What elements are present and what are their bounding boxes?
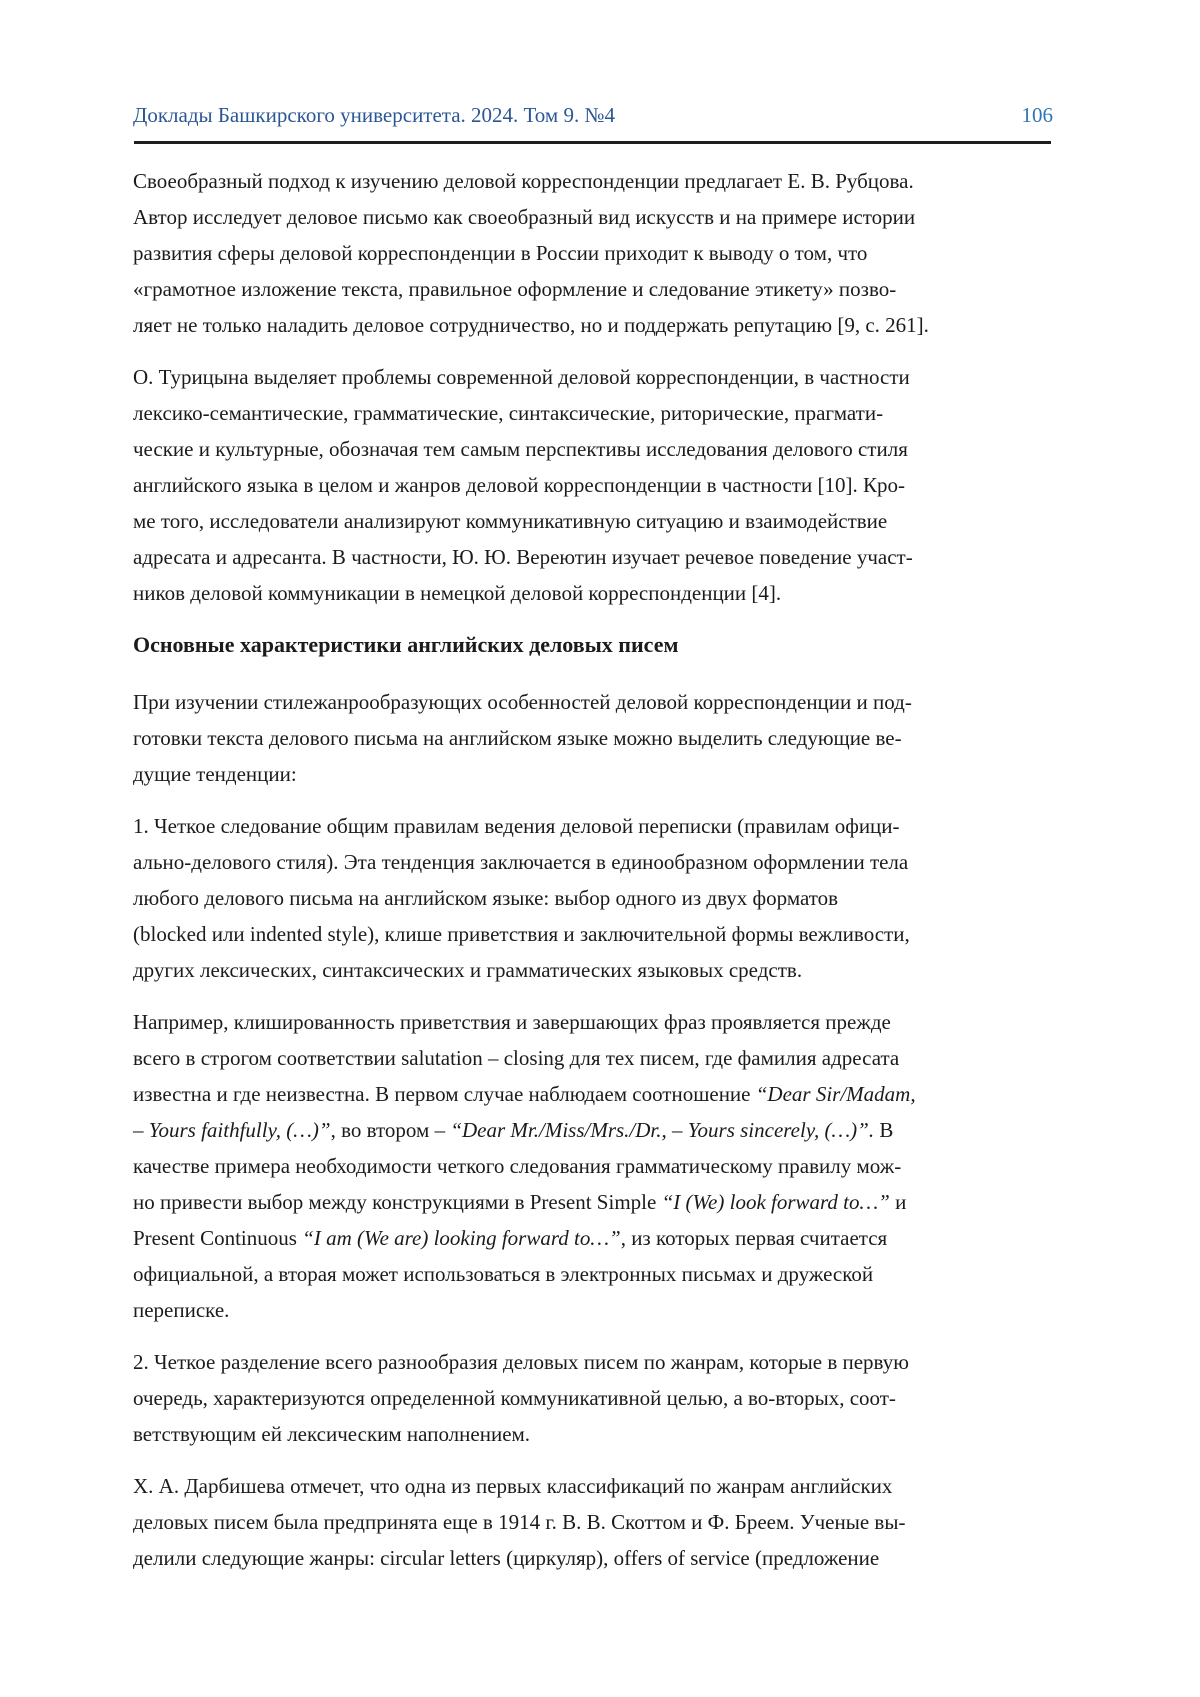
- text-run: , во втором –: [330, 1118, 451, 1142]
- text-run: качестве примера необходимости четкого следования грамматическому правилу мож-: [133, 1154, 902, 1178]
- text-line: [133, 1256, 1061, 1292]
- text-line: [133, 1416, 1061, 1452]
- page-header: [133, 102, 1053, 128]
- text-line: [133, 684, 1061, 720]
- text-run: дущие тенденции:: [133, 762, 297, 786]
- text-run: готовки текста делового письма на английском языке можно выделить следующие ве-: [133, 726, 902, 750]
- paragraph: [133, 1344, 1061, 1452]
- text-line: [133, 808, 1061, 844]
- text-run: деловых писем была предпринята еще в 1914 г. В. В. Скоттом и Ф. Бреем. Ученые вы-: [133, 1510, 906, 1534]
- text-run: 2. Четкое разделение всего разнообразия деловых писем по жанрам, которые в первую: [133, 1350, 909, 1374]
- text-run: «грамотное изложение текста, правильное оформление и следование этикету» позво-: [133, 277, 897, 301]
- text-line: [133, 1504, 1061, 1540]
- text-line: [133, 307, 1061, 343]
- text-run: ветствующим ей лексическим наполнением.: [133, 1422, 531, 1446]
- text-run: развития сферы деловой корреспонденции в России приходит к выводу о том, что: [133, 241, 868, 265]
- paragraph: [133, 1004, 1061, 1328]
- text-run: “I (We) look forward to…”: [661, 1190, 890, 1214]
- text-run: ческие и культурные, обозначая тем самым перспективы исследования делового стиля: [133, 437, 908, 461]
- text-line: [133, 1148, 1061, 1184]
- text-line: [133, 235, 1061, 271]
- text-run: ников деловой коммуникации в немецкой деловой корреспонденции [4].: [133, 581, 782, 605]
- text-line: [133, 539, 1061, 575]
- text-line: [133, 1040, 1061, 1076]
- text-line: [133, 844, 1061, 880]
- text-run: любого делового письма на английском языке: выбор одного из двух форматов: [133, 886, 839, 910]
- text-run: но привести выбор между конструкциями в Present Simple: [133, 1190, 662, 1214]
- text-run: Своеобразный подход к изучению деловой корреспонденции предлагает Е. В. Рубцова.: [133, 169, 914, 193]
- text-run: Х. А. Дарбишева отмечет, что одна из первых классификаций по жанрам английских: [133, 1474, 893, 1498]
- text-run: “Dear Mr./Miss/Mrs./Dr., – Yours sincerely, (…)”.: [450, 1118, 875, 1142]
- text-run: 1. Четкое следование общим правилам ведения деловой переписки (правилам офици-: [133, 814, 900, 838]
- page-number: 106: [1021, 103, 1053, 127]
- text-line: [133, 395, 1061, 431]
- text-run: ляет не только наладить деловое сотрудничество, но и поддержать репутацию [9, с. 261].: [133, 313, 929, 337]
- paragraph: [133, 684, 1061, 792]
- text-line: [133, 1344, 1061, 1380]
- text-line: [133, 720, 1061, 756]
- text-line: [133, 199, 1061, 235]
- text-run: английского языка в целом и жанров деловой корреспонденции в частности [10]. Кро-: [133, 473, 905, 497]
- text-run: адресата и адресанта. В частности, Ю. Ю. Вереютин изучает речевое поведение участ-: [133, 545, 913, 569]
- text-line: [133, 503, 1061, 539]
- journal-title: Доклады Башкирского университета. 2024. Том 9. №4: [133, 103, 615, 127]
- text-run: других лексических, синтаксических и грамматических языковых средств.: [133, 958, 803, 982]
- text-line: [133, 880, 1061, 916]
- text-run: ально-делового стиля). Эта тенденция заключается в единообразном оформлении тела: [133, 850, 909, 874]
- text-line: [133, 952, 1061, 988]
- text-run: “Dear Sir/Madam,: [755, 1082, 916, 1106]
- text-line: [133, 1220, 1061, 1256]
- paragraph: [133, 359, 1061, 611]
- text-run: делили следующие жанры: circular letters (циркуляр), offers of service (предложение: [133, 1546, 880, 1570]
- text-line: [133, 1112, 1061, 1148]
- text-run: официальной, а вторая может использоваться в электронных письмах и дружеской: [133, 1262, 874, 1286]
- text-line: [133, 1184, 1061, 1220]
- text-line: [133, 1004, 1061, 1040]
- text-run: известна и где неизвестна. В первом случае наблюдаем соотношение: [133, 1082, 756, 1106]
- text-run: переписке.: [133, 1298, 230, 1322]
- text-line: [133, 916, 1061, 952]
- text-run: О. Турицына выделяет проблемы современной деловой корреспонденции, в частности: [133, 365, 910, 389]
- text-run: При изучении стилежанрообразующих особенностей деловой корреспонденции и под-: [133, 690, 912, 714]
- text-line: [133, 1076, 1061, 1112]
- text-line: [133, 467, 1061, 503]
- text-line: [133, 575, 1061, 611]
- text-run: – Yours faithfully, (…)”: [133, 1118, 331, 1142]
- text-run: Например, клишированность приветствия и завершающих фраз проявляется прежде: [133, 1010, 891, 1034]
- text-run: лексико-семантические, грамматические, синтаксические, риторические, прагмати-: [133, 401, 884, 425]
- paragraph: [133, 808, 1061, 988]
- text-run: В: [874, 1118, 894, 1142]
- text-line: [133, 1540, 1061, 1576]
- text-line: [133, 271, 1061, 307]
- text-run: всего в строгом соответствии salutation – closing для тех писем, где фамилия адресата: [133, 1046, 900, 1070]
- text-line: [133, 359, 1061, 395]
- text-run: “I am (We are) looking forward to…”: [302, 1226, 621, 1250]
- paragraph: [133, 163, 1061, 343]
- text-line: [133, 163, 1061, 199]
- text-run: ме того, исследователи анализируют коммуникативную ситуацию и взаимодействие: [133, 509, 888, 533]
- section-heading: Основные характеристики английских деловых писем: [133, 632, 679, 657]
- header-rule: [134, 141, 1051, 144]
- text-line: [133, 1468, 1061, 1504]
- text-run: Present Continuous: [133, 1226, 303, 1250]
- text-line: [133, 756, 1061, 792]
- article-body: [133, 163, 1061, 1592]
- text-run: и: [889, 1190, 907, 1214]
- text-run: очередь, характеризуются определенной коммуникативной целью, а во-вторых, соот-: [133, 1386, 896, 1410]
- text-run: , из которых первая считается: [620, 1226, 888, 1250]
- text-line: [133, 1380, 1061, 1416]
- paragraph: [133, 1468, 1061, 1576]
- text-run: (blocked или indented style), клише приветствия и заключительной формы вежливости,: [133, 922, 910, 946]
- text-run: Автор исследует деловое письмо как своеобразный вид искусств и на примере истории: [133, 205, 916, 229]
- text-line: [133, 431, 1061, 467]
- text-line: [133, 1292, 1061, 1328]
